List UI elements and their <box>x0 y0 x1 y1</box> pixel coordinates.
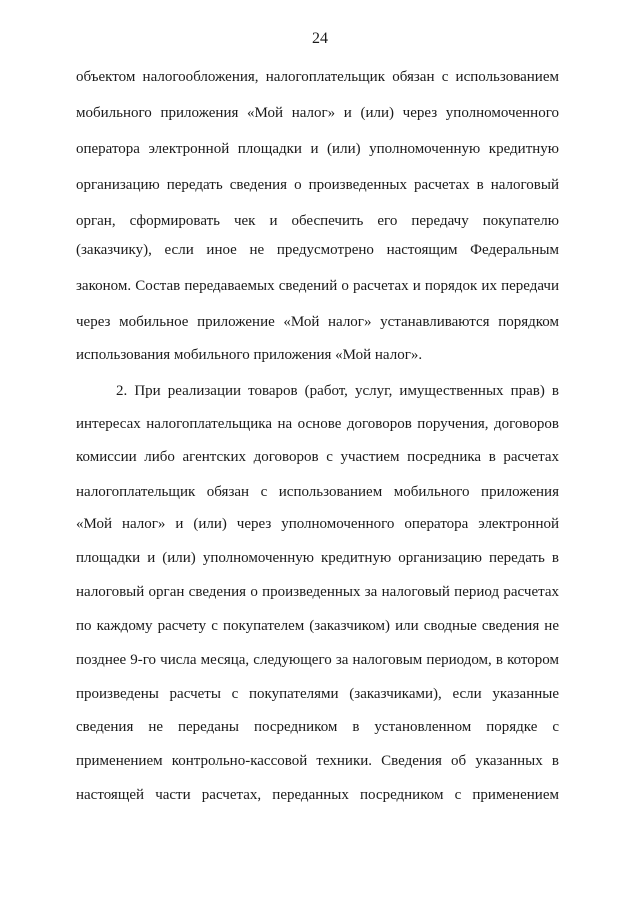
paragraph-line: комиссии либо агентских договоров с участием посредника в расчетах <box>76 449 559 465</box>
paragraph-line: законом. Состав передаваемых сведений о расчетах и порядок их передачи <box>76 278 559 294</box>
paragraph-line: площадки и (или) уполномоченную кредитную организацию передать в <box>76 550 559 566</box>
paragraph-line: налогоплательщик обязан с использованием мобильного приложения <box>76 484 559 500</box>
paragraph-line: позднее 9-го числа месяца, следующего за налоговым периодом, в котором <box>76 652 559 668</box>
paragraph-line: 2. При реализации товаров (работ, услуг, имущественных прав) в <box>116 383 559 399</box>
paragraph-line: (заказчику), если иное не предусмотрено настоящим Федеральным <box>76 242 559 258</box>
paragraph-line: объектом налогообложения, налогоплательщик обязан с использованием <box>76 69 559 85</box>
paragraph-line: применением контрольно-кассовой техники. Сведения об указанных в <box>76 753 559 769</box>
paragraph-line: оператора электронной площадки и (или) уполномоченную кредитную <box>76 141 559 157</box>
paragraph-line: настоящей части расчетах, переданных посредником с применением <box>76 787 559 803</box>
paragraph-line: налоговый орган сведения о произведенных за налоговый период расчетах <box>76 584 559 600</box>
paragraph-line: через мобильное приложение «Мой налог» устанавливаются порядком <box>76 314 559 330</box>
paragraph-line: сведения не переданы посредником в установленном порядке с <box>76 719 559 735</box>
paragraph-line: мобильного приложения «Мой налог» и (или) через уполномоченного <box>76 105 559 121</box>
paragraph-line: орган, сформировать чек и обеспечить его передачу покупателю <box>76 213 559 229</box>
paragraph-line: интересах налогоплательщика на основе договоров поручения, договоров <box>76 416 559 432</box>
paragraph-line: использования мобильного приложения «Мой налог». <box>76 347 423 363</box>
paragraph-line: по каждому расчету с покупателем (заказчиком) или сводные сведения не <box>76 618 559 634</box>
paragraph-line: «Мой налог» и (или) через уполномоченного оператора электронной <box>76 516 559 532</box>
paragraph-line: организацию передать сведения о произведенных расчетах в налоговый <box>76 177 559 193</box>
paragraph-line: произведены расчеты с покупателями (заказчиками), если указанные <box>76 686 559 702</box>
page-number: 24 <box>312 30 328 47</box>
